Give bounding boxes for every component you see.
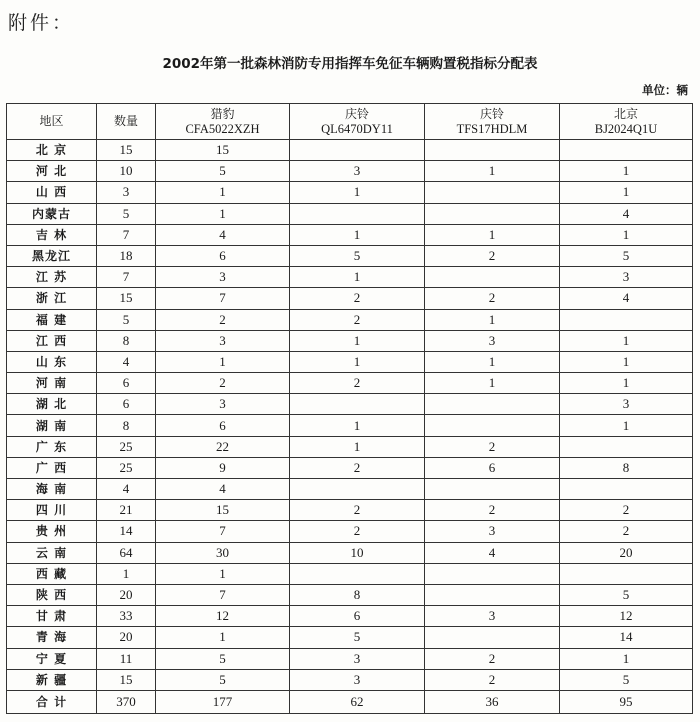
header-en: BJ2024Q1U bbox=[594, 121, 658, 136]
cell-region: 陕 西 bbox=[7, 584, 97, 605]
cell-tfs17hdlm bbox=[425, 267, 560, 288]
cell-cfa5022xzh: 12 bbox=[156, 606, 290, 627]
cell-tfs17hdlm: 2 bbox=[425, 245, 560, 266]
table-row bbox=[7, 457, 693, 478]
table-row bbox=[7, 288, 693, 309]
cell-bj2024q1u: 1 bbox=[560, 415, 693, 436]
cell-ql6470dy11: 1 bbox=[290, 330, 425, 351]
header-region bbox=[7, 104, 97, 140]
cell-bj2024q1u bbox=[560, 479, 693, 500]
cell-tfs17hdlm: 3 bbox=[425, 606, 560, 627]
total-quantity: 370 bbox=[97, 690, 156, 713]
cell-bj2024q1u: 1 bbox=[560, 224, 693, 245]
header-cn: 数量 bbox=[113, 114, 138, 128]
cell-quantity: 64 bbox=[97, 542, 156, 563]
cell-cfa5022xzh: 2 bbox=[156, 373, 290, 394]
cell-cfa5022xzh: 1 bbox=[156, 563, 290, 584]
cell-tfs17hdlm bbox=[425, 563, 560, 584]
cell-ql6470dy11: 1 bbox=[290, 351, 425, 372]
cell-cfa5022xzh: 7 bbox=[156, 584, 290, 605]
cell-quantity: 11 bbox=[97, 648, 156, 669]
cell-region: 宁 夏 bbox=[7, 648, 97, 669]
cell-ql6470dy11: 2 bbox=[290, 288, 425, 309]
cell-quantity: 25 bbox=[97, 436, 156, 457]
cell-cfa5022xzh: 1 bbox=[156, 182, 290, 203]
table-row bbox=[7, 394, 693, 415]
cell-region: 青 海 bbox=[7, 627, 97, 648]
cell-bj2024q1u: 3 bbox=[560, 267, 693, 288]
cell-bj2024q1u: 1 bbox=[560, 330, 693, 351]
cell-cfa5022xzh: 4 bbox=[156, 479, 290, 500]
table-row bbox=[7, 415, 693, 436]
cell-bj2024q1u: 5 bbox=[560, 245, 693, 266]
cell-cfa5022xzh: 2 bbox=[156, 309, 290, 330]
cell-tfs17hdlm: 3 bbox=[425, 330, 560, 351]
cell-tfs17hdlm: 3 bbox=[425, 521, 560, 542]
header-en: CFA5022XZH bbox=[185, 121, 260, 136]
cell-bj2024q1u: 1 bbox=[560, 161, 693, 182]
cell-cfa5022xzh: 5 bbox=[156, 648, 290, 669]
cell-region: 山 东 bbox=[7, 351, 97, 372]
cell-cfa5022xzh: 4 bbox=[156, 224, 290, 245]
cell-bj2024q1u bbox=[560, 140, 693, 161]
cell-cfa5022xzh: 3 bbox=[156, 330, 290, 351]
cell-region: 新 疆 bbox=[7, 669, 97, 690]
cell-quantity: 15 bbox=[97, 669, 156, 690]
cell-cfa5022xzh: 30 bbox=[156, 542, 290, 563]
table-row bbox=[7, 648, 693, 669]
cell-bj2024q1u: 4 bbox=[560, 288, 693, 309]
cell-quantity: 4 bbox=[97, 479, 156, 500]
table-row bbox=[7, 309, 693, 330]
cell-bj2024q1u: 4 bbox=[560, 203, 693, 224]
cell-tfs17hdlm: 2 bbox=[425, 669, 560, 690]
cell-region: 西 藏 bbox=[7, 563, 97, 584]
cell-quantity: 8 bbox=[97, 415, 156, 436]
document-title: 2002年第一批森林消防专用指挥车免征车辆购置税指标分配表 bbox=[162, 56, 538, 72]
cell-cfa5022xzh: 9 bbox=[156, 457, 290, 478]
cell-tfs17hdlm bbox=[425, 479, 560, 500]
cell-quantity: 20 bbox=[97, 627, 156, 648]
cell-tfs17hdlm: 2 bbox=[425, 436, 560, 457]
total-bj2024q1u: 95 bbox=[560, 690, 693, 713]
table-total-row bbox=[7, 690, 693, 713]
total-cfa5022xzh: 177 bbox=[156, 690, 290, 713]
table-row bbox=[7, 203, 693, 224]
cell-bj2024q1u: 1 bbox=[560, 648, 693, 669]
table-row bbox=[7, 542, 693, 563]
cell-quantity: 5 bbox=[97, 309, 156, 330]
cell-quantity: 20 bbox=[97, 584, 156, 605]
table-row bbox=[7, 245, 693, 266]
cell-ql6470dy11: 1 bbox=[290, 436, 425, 457]
cell-region: 福 建 bbox=[7, 309, 97, 330]
cell-ql6470dy11 bbox=[290, 203, 425, 224]
cell-tfs17hdlm: 1 bbox=[425, 224, 560, 245]
cell-region: 广 东 bbox=[7, 436, 97, 457]
cell-bj2024q1u: 1 bbox=[560, 373, 693, 394]
cell-cfa5022xzh: 15 bbox=[156, 500, 290, 521]
cell-region: 湖 北 bbox=[7, 394, 97, 415]
cell-bj2024q1u: 20 bbox=[560, 542, 693, 563]
cell-region: 内蒙古 bbox=[7, 203, 97, 224]
table-row bbox=[7, 140, 693, 161]
header-model-bj2024q1u bbox=[560, 104, 693, 140]
cell-quantity: 18 bbox=[97, 245, 156, 266]
cell-bj2024q1u: 1 bbox=[560, 351, 693, 372]
cell-cfa5022xzh: 7 bbox=[156, 521, 290, 542]
cell-ql6470dy11: 2 bbox=[290, 521, 425, 542]
cell-region: 河 南 bbox=[7, 373, 97, 394]
cell-quantity: 8 bbox=[97, 330, 156, 351]
cell-tfs17hdlm bbox=[425, 394, 560, 415]
cell-tfs17hdlm: 6 bbox=[425, 457, 560, 478]
table-row bbox=[7, 436, 693, 457]
cell-quantity: 7 bbox=[97, 267, 156, 288]
cell-region: 黑龙江 bbox=[7, 245, 97, 266]
cell-region: 北 京 bbox=[7, 140, 97, 161]
table-row bbox=[7, 161, 693, 182]
cell-ql6470dy11: 1 bbox=[290, 224, 425, 245]
cell-ql6470dy11: 2 bbox=[290, 309, 425, 330]
cell-quantity: 15 bbox=[97, 288, 156, 309]
cell-quantity: 1 bbox=[97, 563, 156, 584]
cell-tfs17hdlm bbox=[425, 415, 560, 436]
header-cn: 庆铃 bbox=[344, 106, 369, 121]
cell-bj2024q1u: 14 bbox=[560, 627, 693, 648]
cell-ql6470dy11: 2 bbox=[290, 457, 425, 478]
total-region: 合 计 bbox=[7, 690, 97, 713]
cell-region: 甘 肃 bbox=[7, 606, 97, 627]
cell-tfs17hdlm: 1 bbox=[425, 309, 560, 330]
cell-cfa5022xzh: 5 bbox=[156, 161, 290, 182]
table-row bbox=[7, 330, 693, 351]
cell-quantity: 6 bbox=[97, 394, 156, 415]
allocation-table bbox=[6, 103, 693, 714]
cell-ql6470dy11: 3 bbox=[290, 161, 425, 182]
cell-bj2024q1u bbox=[560, 563, 693, 584]
cell-bj2024q1u: 3 bbox=[560, 394, 693, 415]
cell-bj2024q1u: 2 bbox=[560, 521, 693, 542]
cell-region: 湖 南 bbox=[7, 415, 97, 436]
table-row bbox=[7, 627, 693, 648]
cell-tfs17hdlm: 1 bbox=[425, 351, 560, 372]
cell-quantity: 4 bbox=[97, 351, 156, 372]
cell-quantity: 15 bbox=[97, 140, 156, 161]
total-tfs17hdlm: 36 bbox=[425, 690, 560, 713]
table-row bbox=[7, 182, 693, 203]
cell-region: 河 北 bbox=[7, 161, 97, 182]
cell-bj2024q1u: 1 bbox=[560, 182, 693, 203]
cell-ql6470dy11: 2 bbox=[290, 500, 425, 521]
cell-bj2024q1u: 5 bbox=[560, 584, 693, 605]
cell-cfa5022xzh: 6 bbox=[156, 245, 290, 266]
header-en: QL6470DY11 bbox=[321, 121, 393, 136]
cell-ql6470dy11: 10 bbox=[290, 542, 425, 563]
cell-region: 浙 江 bbox=[7, 288, 97, 309]
cell-quantity: 10 bbox=[97, 161, 156, 182]
cell-bj2024q1u: 12 bbox=[560, 606, 693, 627]
cell-region: 吉 林 bbox=[7, 224, 97, 245]
cell-region: 四 川 bbox=[7, 500, 97, 521]
cell-cfa5022xzh: 6 bbox=[156, 415, 290, 436]
cell-ql6470dy11: 3 bbox=[290, 648, 425, 669]
cell-cfa5022xzh: 1 bbox=[156, 627, 290, 648]
cell-quantity: 7 bbox=[97, 224, 156, 245]
table-header-row bbox=[7, 104, 693, 140]
cell-ql6470dy11: 1 bbox=[290, 415, 425, 436]
table-row bbox=[7, 584, 693, 605]
cell-region: 江 苏 bbox=[7, 267, 97, 288]
cell-tfs17hdlm: 1 bbox=[425, 161, 560, 182]
header-cn: 北京 bbox=[613, 106, 638, 121]
cell-tfs17hdlm bbox=[425, 203, 560, 224]
header-cn: 庆铃 bbox=[479, 106, 504, 121]
cell-cfa5022xzh: 15 bbox=[156, 140, 290, 161]
cell-region: 海 南 bbox=[7, 479, 97, 500]
cell-ql6470dy11: 5 bbox=[290, 627, 425, 648]
attachment-label: 附件： bbox=[8, 12, 75, 34]
cell-region: 江 西 bbox=[7, 330, 97, 351]
cell-quantity: 6 bbox=[97, 373, 156, 394]
total-ql6470dy11: 62 bbox=[290, 690, 425, 713]
cell-ql6470dy11: 5 bbox=[290, 245, 425, 266]
cell-region: 云 南 bbox=[7, 542, 97, 563]
cell-tfs17hdlm: 1 bbox=[425, 373, 560, 394]
cell-tfs17hdlm bbox=[425, 584, 560, 605]
cell-ql6470dy11 bbox=[290, 394, 425, 415]
cell-cfa5022xzh: 7 bbox=[156, 288, 290, 309]
cell-bj2024q1u bbox=[560, 436, 693, 457]
cell-ql6470dy11 bbox=[290, 563, 425, 584]
cell-quantity: 3 bbox=[97, 182, 156, 203]
cell-region: 贵 州 bbox=[7, 521, 97, 542]
header-cn: 地区 bbox=[39, 114, 64, 128]
cell-cfa5022xzh: 5 bbox=[156, 669, 290, 690]
header-model-ql6470dy11 bbox=[290, 104, 425, 140]
cell-bj2024q1u: 2 bbox=[560, 500, 693, 521]
unit-label: 单位：辆 bbox=[642, 83, 688, 97]
cell-cfa5022xzh: 22 bbox=[156, 436, 290, 457]
cell-cfa5022xzh: 1 bbox=[156, 203, 290, 224]
header-quantity bbox=[97, 104, 156, 140]
cell-tfs17hdlm bbox=[425, 627, 560, 648]
cell-ql6470dy11: 1 bbox=[290, 267, 425, 288]
cell-ql6470dy11 bbox=[290, 479, 425, 500]
cell-bj2024q1u: 5 bbox=[560, 669, 693, 690]
table-row bbox=[7, 224, 693, 245]
table-row bbox=[7, 373, 693, 394]
table-row bbox=[7, 669, 693, 690]
cell-ql6470dy11: 3 bbox=[290, 669, 425, 690]
cell-tfs17hdlm: 4 bbox=[425, 542, 560, 563]
cell-ql6470dy11: 6 bbox=[290, 606, 425, 627]
cell-region: 广 西 bbox=[7, 457, 97, 478]
cell-tfs17hdlm bbox=[425, 140, 560, 161]
cell-quantity: 5 bbox=[97, 203, 156, 224]
cell-cfa5022xzh: 1 bbox=[156, 351, 290, 372]
table-row bbox=[7, 521, 693, 542]
cell-tfs17hdlm: 2 bbox=[425, 288, 560, 309]
header-cn: 猎豹 bbox=[210, 106, 235, 121]
cell-tfs17hdlm: 2 bbox=[425, 648, 560, 669]
cell-quantity: 33 bbox=[97, 606, 156, 627]
table-row bbox=[7, 479, 693, 500]
cell-ql6470dy11: 8 bbox=[290, 584, 425, 605]
cell-ql6470dy11 bbox=[290, 140, 425, 161]
table-row bbox=[7, 351, 693, 372]
table-row bbox=[7, 606, 693, 627]
cell-bj2024q1u: 8 bbox=[560, 457, 693, 478]
cell-ql6470dy11: 1 bbox=[290, 182, 425, 203]
cell-quantity: 14 bbox=[97, 521, 156, 542]
table-row bbox=[7, 563, 693, 584]
cell-quantity: 21 bbox=[97, 500, 156, 521]
cell-region: 山 西 bbox=[7, 182, 97, 203]
cell-cfa5022xzh: 3 bbox=[156, 267, 290, 288]
cell-quantity: 25 bbox=[97, 457, 156, 478]
cell-tfs17hdlm bbox=[425, 182, 560, 203]
table-row bbox=[7, 500, 693, 521]
cell-ql6470dy11: 2 bbox=[290, 373, 425, 394]
cell-cfa5022xzh: 3 bbox=[156, 394, 290, 415]
header-en: TFS17HDLM bbox=[456, 121, 528, 136]
header-model-tfs17hdlm bbox=[425, 104, 560, 140]
cell-bj2024q1u bbox=[560, 309, 693, 330]
table-row bbox=[7, 267, 693, 288]
header-model-cfa5022xzh bbox=[156, 104, 290, 140]
cell-tfs17hdlm: 2 bbox=[425, 500, 560, 521]
